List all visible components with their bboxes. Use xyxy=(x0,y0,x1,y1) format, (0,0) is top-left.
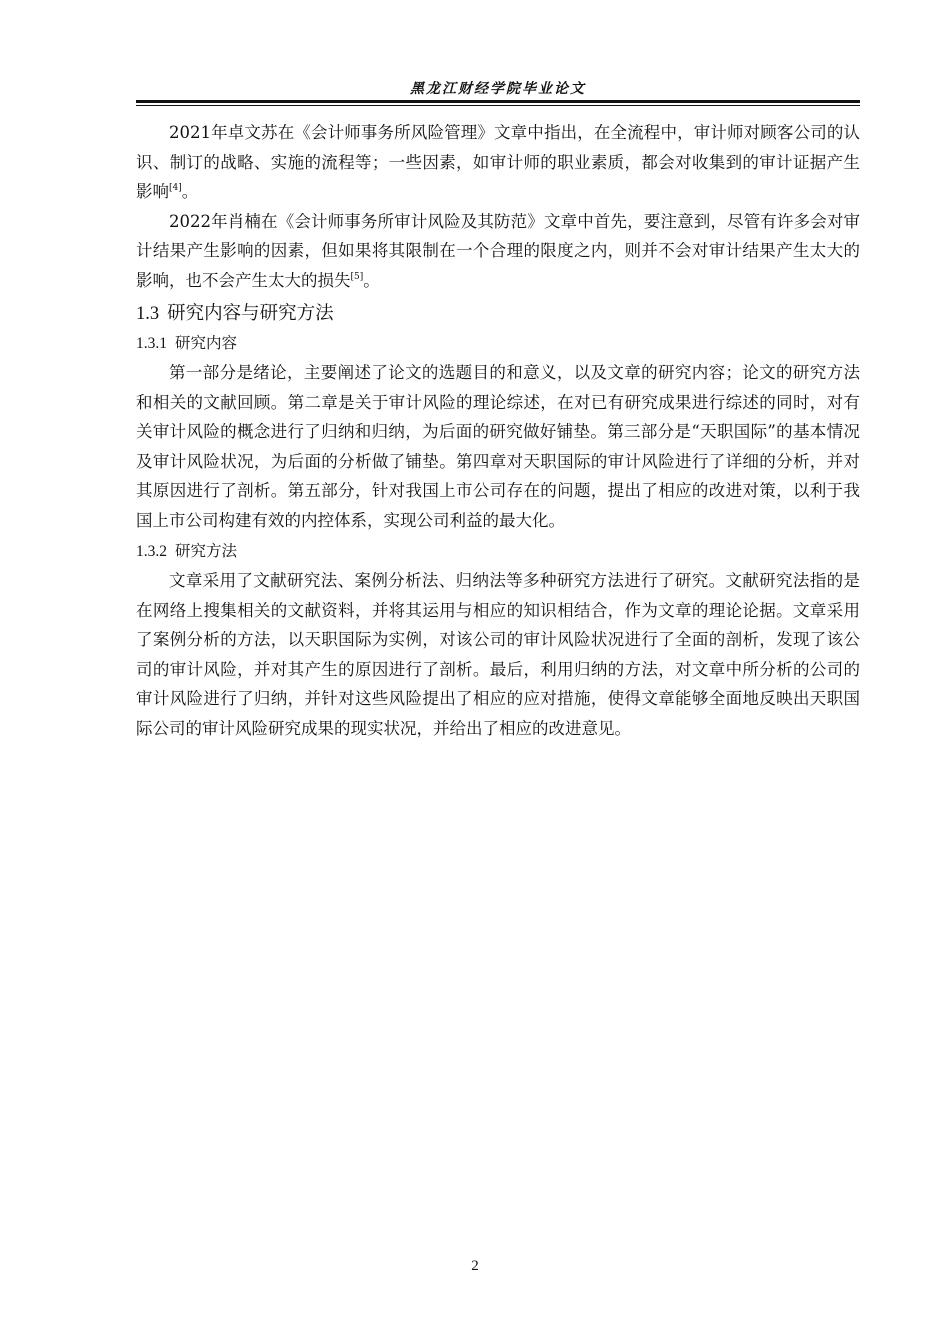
subsection-title: 研究方法 xyxy=(175,542,238,560)
section-title: 研究内容与研究方法 xyxy=(167,303,334,324)
header-rule-thin xyxy=(136,105,860,106)
paragraph-text: 2021年卓文苏在《会计师事务所风险管理》文章中指出，在全流程中，审计师对顾客公司的认识、制订的战略、实施的流程等；一些因素，如审计师的职业素质，都会对收集到的审计证据产生影响 xyxy=(136,123,860,201)
running-header: 黑龙江财经学院毕业论文 xyxy=(410,81,586,97)
page-body xyxy=(136,118,860,743)
subsection-title: 研究内容 xyxy=(175,334,238,352)
citation-ref: [5] xyxy=(350,271,364,282)
paragraph-end: 。 xyxy=(181,182,199,201)
paragraph-xiao-nan xyxy=(136,207,860,296)
paragraph-end: 。 xyxy=(363,270,380,290)
subsection-number: 1.3.2 xyxy=(136,543,167,560)
header-rule-thick xyxy=(136,100,860,103)
section-heading-1-3 xyxy=(136,301,860,327)
paragraph-research-content: 第一部分是绪论，主要阐述了论文的选题目的和意义，以及文章的研究内容；论文的研究方法和相关的文献回顾。第二章是关于审计风险的理论综述，在对已有研究成果进行综述的同时，对有关审计风险的概念进行了归纳和归纳，为后面的研究做好铺垫。第三部分是“天职国际”的基本情况及审计风险状况，为后面的分析做了铺垫。第四章对天职国际的审计风险进行了详细的分析，并对其原因进行了剖析。第五部分，针对我国上市公司存在的问题，提出了相应的改进对策，以利于我国上市公司构建有效的内控体系，实现公司利益的最大化。 xyxy=(136,363,860,530)
subsection-heading-1-3-2 xyxy=(136,539,860,564)
paragraph-research-methods: 文章采用了文献研究法、案例分析法、归纳法等多种研究方法进行了研究。文献研究法指的是在网络上搜集相关的文献资料，并将其运用与相应的知识相结合，作为文章的理论论据。文章采用了案例分析的方法，以天职国际为实例，对该公司的审计风险状况进行了全面的剖析，发现了该公司的审计风险，并对其产生的原因进行了剖析。最后，利用归纳的方法，对文章中所分析的公司的审计风险进行了归纳，并针对这些风险提出了相应的应对措施，使得文章能够全面地反映出天职国际公司的审计风险研究成果的现实状况，并给出了相应的改进意见。 xyxy=(136,571,860,738)
citation-ref: [4] xyxy=(169,183,182,193)
subsection-heading-1-3-1 xyxy=(136,331,860,356)
page-number: 2 xyxy=(471,1258,479,1274)
paragraph-text: 2022年肖楠在《会计师事务所审计风险及其防范》文章中首先，要注意到，尽管有许多会对审计结果产生影响的因素，但如果将其限制在一个合理的限度之内，则并不会对审计结果产生太大的影响，也不会产生太大的损失 xyxy=(136,211,860,290)
section-number: 1.3 xyxy=(136,304,160,324)
paragraph-zhuo-wensu xyxy=(136,118,860,207)
subsection-number: 1.3.1 xyxy=(136,335,167,352)
